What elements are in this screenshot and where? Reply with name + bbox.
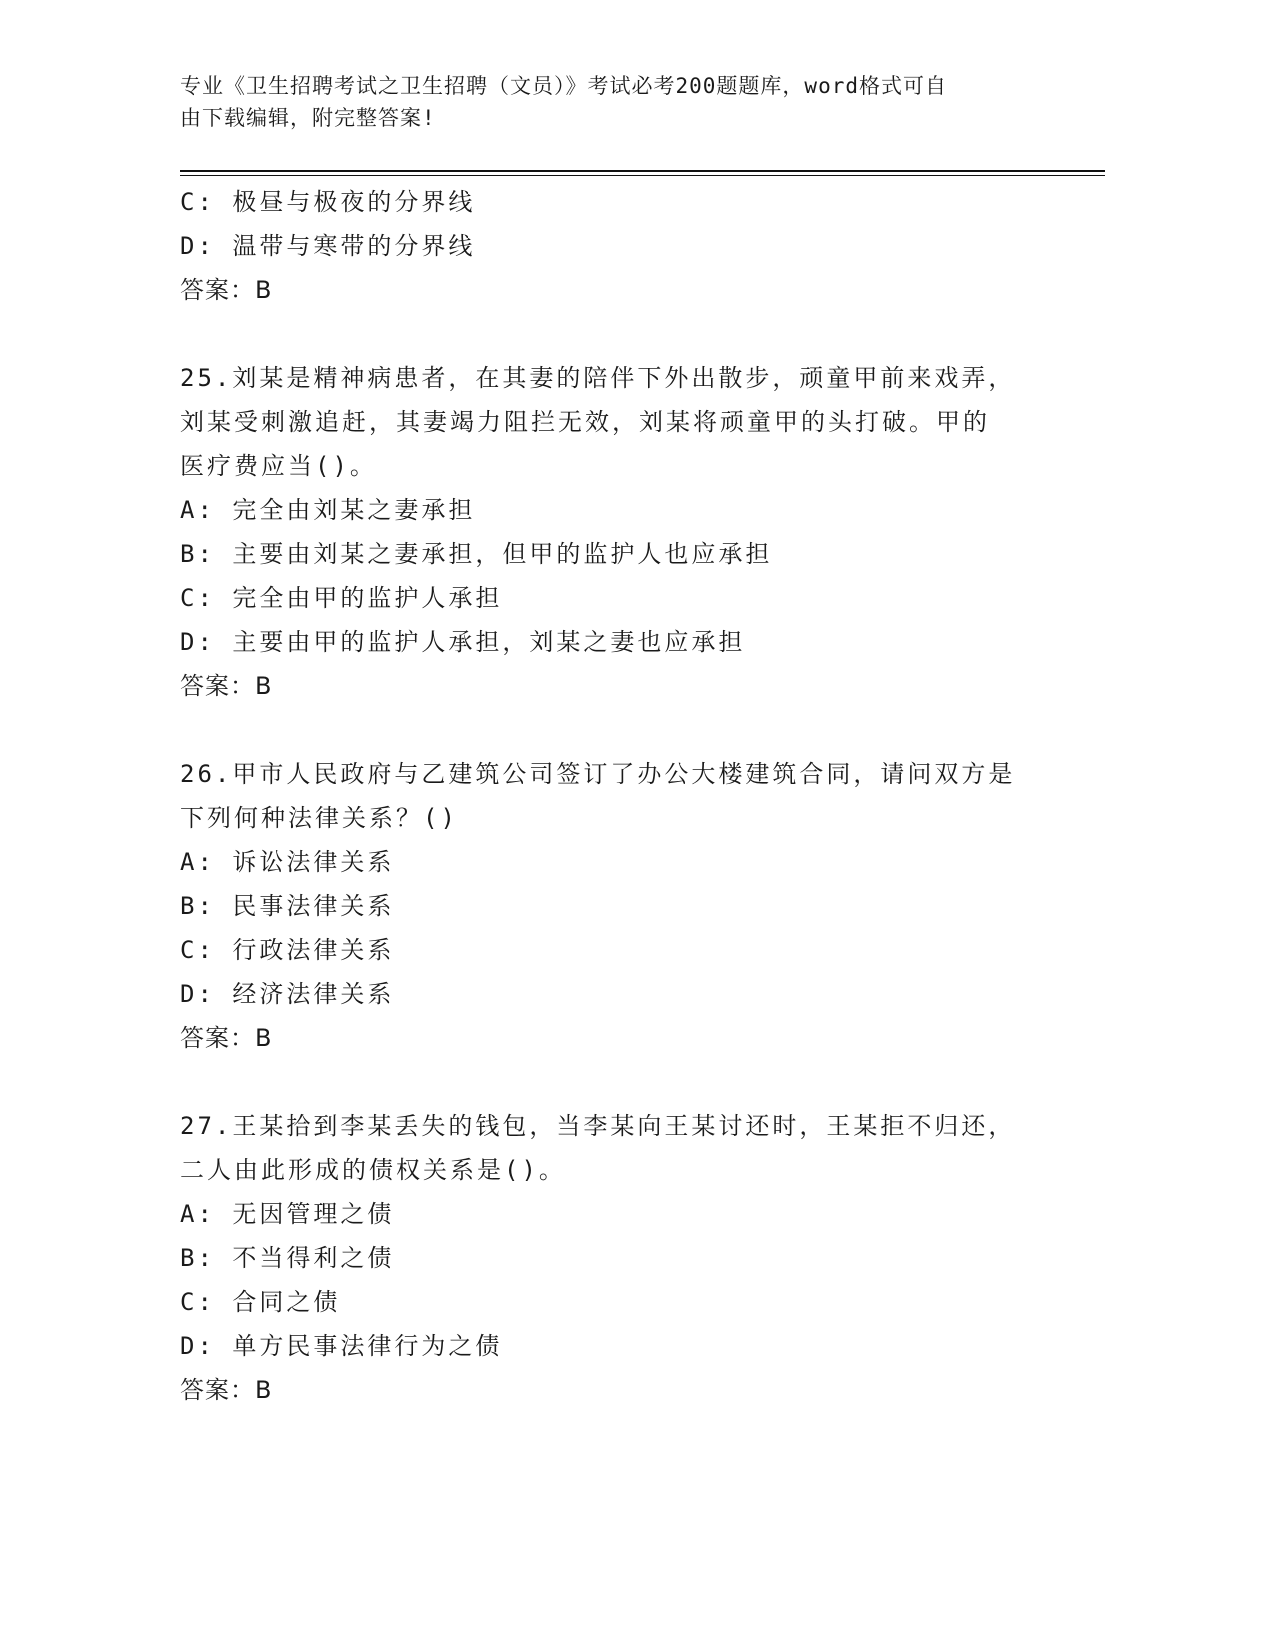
continued-question: [180, 180, 1080, 312]
option-b: B: 不当得利之债: [180, 1244, 395, 1272]
question-list: [180, 180, 1080, 1412]
option-c: C: 行政法律关系: [180, 936, 395, 964]
question-stem-line: 下列何种法律关系？(): [180, 804, 458, 832]
option-d: D: 单方民事法律行为之债: [180, 1332, 503, 1360]
option-c: C: 极昼与极夜的分界线: [180, 188, 476, 216]
option-a: A: 完全由刘某之妻承担: [180, 496, 476, 524]
answer-line: 答案：B: [180, 672, 273, 700]
spacer: [180, 708, 1080, 752]
question-stem-line: 二人由此形成的债权关系是()。: [180, 1156, 566, 1184]
option-a: A: 诉讼法律关系: [180, 848, 395, 876]
header-rule-thin: [180, 175, 1105, 176]
option-b: B: 民事法律关系: [180, 892, 395, 920]
question-stem-line: 25.刘某是精神病患者，在其妻的陪伴下外出散步，顽童甲前来戏弄，: [180, 364, 1016, 392]
question-stem-line: 刘某受刺激追赶，其妻竭力阻拦无效，刘某将顽童甲的头打破。甲的: [180, 408, 990, 436]
header-line-2: 由下载编辑，附完整答案!: [180, 106, 436, 130]
option-a: A: 无因管理之债: [180, 1200, 395, 1228]
question-stem-line: 26.甲市人民政府与乙建筑公司签订了办公大楼建筑合同，请问双方是: [180, 760, 1016, 788]
question-26: [180, 752, 1080, 1060]
option-c: C: 合同之债: [180, 1288, 341, 1316]
question-27: [180, 1104, 1080, 1412]
spacer: [180, 1060, 1080, 1104]
answer-line: 答案：B: [180, 1376, 273, 1404]
document-header: [180, 70, 1040, 134]
question-25: [180, 356, 1080, 708]
answer-line: 答案：B: [180, 1024, 273, 1052]
option-d: D: 温带与寒带的分界线: [180, 232, 476, 260]
header-line-1: 专业《卫生招聘考试之卫生招聘（文员）》考试必考200题题库，word格式可自: [180, 74, 947, 98]
spacer: [180, 312, 1080, 356]
question-stem-line: 医疗费应当()。: [180, 452, 377, 480]
header-rule-thick: [180, 170, 1105, 172]
option-c: C: 完全由甲的监护人承担: [180, 584, 503, 612]
option-d: D: 经济法律关系: [180, 980, 395, 1008]
option-d: D: 主要由甲的监护人承担，刘某之妻也应承担: [180, 628, 746, 656]
answer-line: 答案：B: [180, 276, 273, 304]
question-stem-line: 27.王某拾到李某丢失的钱包，当李某向王某讨还时，王某拒不归还，: [180, 1112, 1016, 1140]
option-b: B: 主要由刘某之妻承担，但甲的监护人也应承担: [180, 540, 773, 568]
